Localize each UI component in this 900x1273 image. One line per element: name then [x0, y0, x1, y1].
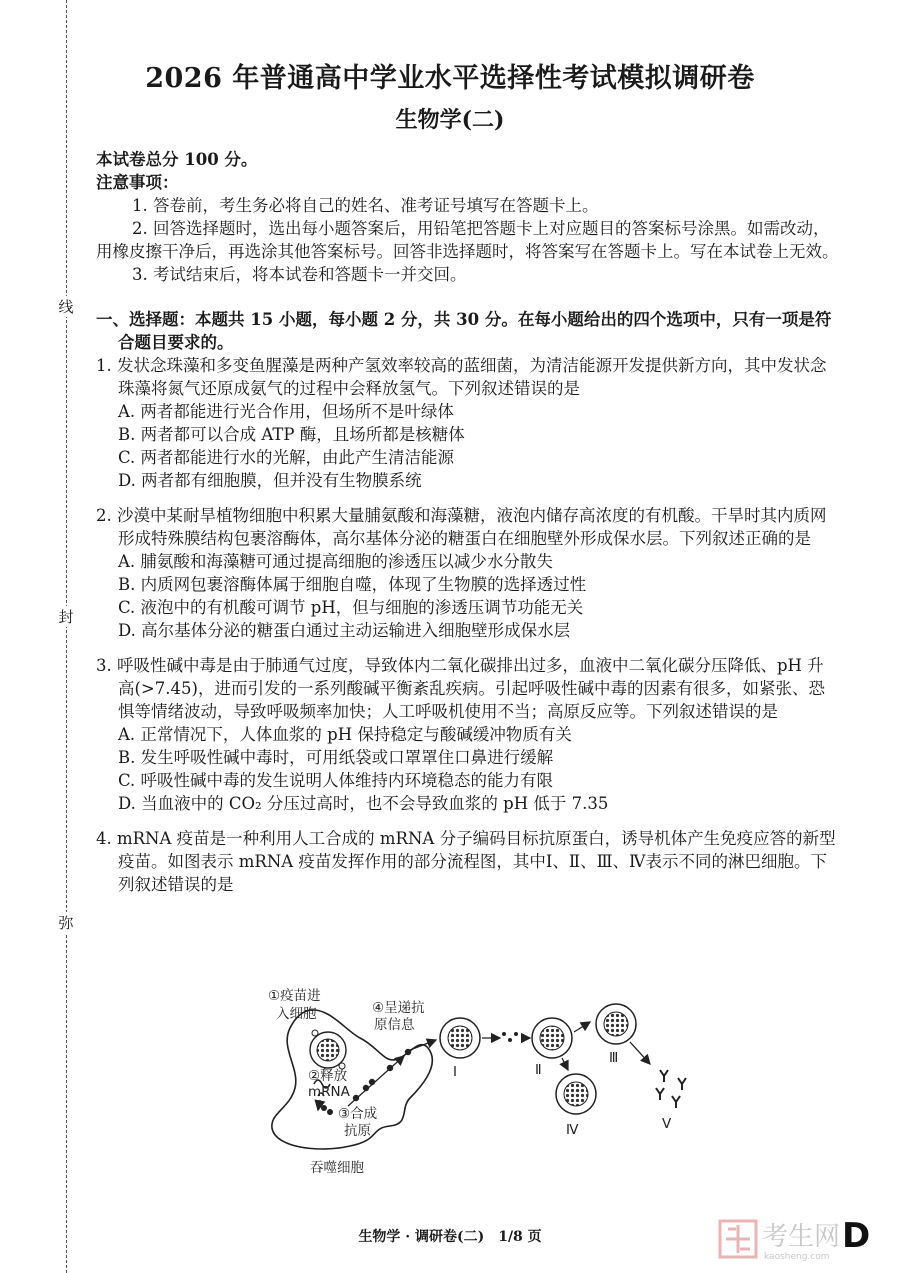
question-1	[96, 354, 840, 492]
option-c: C. 液泡中的有机酸可调节 pH，但与细胞的渗透压调节功能无关	[118, 598, 584, 617]
question-stem: 1. 发状念珠藻和多变鱼腥藻是两种产氢效率较高的蓝细菌，为清洁能源开发提供新方向，其中发状念珠藻将氮气还原成氨气的过程中会释放氢气。下列叙述错误的是	[96, 356, 827, 398]
binding-char-feng: 封	[56, 606, 76, 627]
svg-text:Ⅳ: Ⅳ	[566, 1122, 579, 1138]
svg-text:Ⅱ: Ⅱ	[535, 1062, 542, 1078]
option-a: A. 两者都能进行光合作用，但场所不是叶绿体	[118, 402, 454, 421]
question-2	[96, 504, 840, 642]
lymphocyte-IV	[556, 1074, 596, 1114]
total-score: 本试卷总分 100 分。	[96, 150, 258, 169]
kaosheng-logo-icon	[720, 1221, 756, 1257]
svg-text:③合成: ③合成	[338, 1106, 378, 1122]
option-d: D. 两者都有细胞膜，但并没有生物膜系统	[118, 471, 422, 490]
exam-title: 2026 年普通高中学业水平选择性考试模拟调研卷	[145, 63, 755, 94]
question-stem: 3. 呼吸性碱中毒是由于肺通气过度，导致体内二氧化碳排出过多，血液中二氧化碳分压降低、pH 升高(>7.45)，进而引发的一系列酸碱平衡紊乱疾病。引起呼吸性碱中毒的因素有很多，如紧张、恐惧等情绪波动，导致呼吸频率加快；人工呼吸机使用不当；高原反应等。下列叙述错误的是	[96, 656, 825, 721]
binding-char-xian: 线	[56, 296, 76, 317]
lymphocyte-II	[532, 1018, 572, 1058]
svg-text:mRNA: mRNA	[308, 1084, 350, 1100]
option-c: C. 两者都能进行水的光解，由此产生清洁能源	[118, 448, 455, 467]
note-item: 1. 答卷前，考生务必将自己的姓名、准考证号填写在答题卡上。	[132, 196, 599, 215]
option-b: B. 发生呼吸性碱中毒时，可用纸袋或口罩罩住口鼻进行缓解	[118, 748, 554, 767]
option-a: A. 正常情况下，人体血浆的 pH 保持稳定与酸碱缓冲物质有关	[118, 725, 572, 744]
svg-text:原信息: 原信息	[374, 1017, 415, 1033]
svg-text:入细胞: 入细胞	[276, 1006, 317, 1022]
question-3	[96, 654, 840, 815]
question-4	[96, 827, 840, 896]
svg-text:考生网: 考生网	[762, 1222, 841, 1252]
option-c: C. 呼吸性碱中毒的发生说明人体维持内环境稳态的能力有限	[118, 771, 554, 790]
svg-text:Ⅲ: Ⅲ	[609, 1050, 619, 1066]
option-b: B. 内质网包裹溶酶体属于细胞自噬，体现了生物膜的选择透过性	[118, 575, 587, 594]
lymphocyte-I	[440, 1018, 480, 1058]
svg-text:抗原: 抗原	[344, 1123, 371, 1139]
phagocyte-label: 吞噬细胞	[310, 1160, 364, 1176]
paper-version-letter: D	[842, 1216, 871, 1256]
exam-subtitle: 生物学(二)	[395, 107, 505, 133]
binding-dashed-line	[66, 0, 67, 1273]
svg-text:kaosheng.com: kaosheng.com	[764, 1252, 830, 1262]
antibody-group	[656, 1070, 686, 1108]
lymphocyte-III	[596, 1004, 636, 1044]
question-stem: 2. 沙漠中某耐旱植物细胞中积累大量脯氨酸和海藻糖，液泡内储存高浓度的有机酸。干旱时其内质网形成特殊膜结构包裹溶酶体，高尔基体分泌的糖蛋白在细胞壁外形成保水层。下列叙述正确的是	[96, 506, 827, 548]
option-b: B. 两者都可以合成 ATP 酶，且场所都是核糖体	[118, 425, 465, 444]
question-stem: 4. mRNA 疫苗是一种利用人工合成的 mRNA 分子编码目标抗原蛋白，诱导机体产生免疫应答的新型疫苗。如图表示 mRNA 疫苗发挥作用的部分流程图，其中Ⅰ、Ⅱ、Ⅲ、Ⅳ表示不同的淋巴细胞。下列叙述错误的是	[96, 829, 836, 894]
section-heading: 一、选择题：本题共 15 小题，每小题 2 分，共 30 分。在每小题给出的四个选项中，只有一项是符合题目要求的。	[96, 310, 832, 352]
svg-text:Ⅴ: Ⅴ	[662, 1116, 672, 1132]
option-d: D. 高尔基体分泌的糖蛋白通过主动运输进入细胞壁形成保水层	[118, 621, 571, 640]
svg-text:④呈递抗: ④呈递抗	[372, 1000, 425, 1016]
note-item: 2. 回答选择题时，选出每小题答案后，用铅笔把答题卡上对应题目的答案标号涂黑。如需改动，用橡皮擦干净后，再选涂其他答案标号。回答非选择题时，将答案写在答题卡上。写在本试卷上无效。	[96, 219, 839, 261]
notes-title: 注意事项：	[96, 173, 179, 192]
option-d: D. 当血液中的 CO₂ 分压过高时，也不会导致血浆的 pH 低于 7.35	[118, 794, 609, 813]
binding-char-mi: 弥	[56, 912, 76, 933]
svg-text:②释放: ②释放	[308, 1068, 348, 1084]
svg-text:①疫苗进: ①疫苗进	[268, 988, 321, 1004]
option-a: A. 脯氨酸和海藻糖可通过提高细胞的渗透压以减少水分散失	[118, 552, 553, 571]
mrna-vaccine-diagram	[260, 988, 700, 1178]
note-item: 3. 考试结束后，将本试卷和答题卡一并交回。	[132, 265, 467, 284]
page-footer: 生物学 · 调研卷(二) 1/8 页	[358, 1229, 542, 1245]
svg-text:Ⅰ: Ⅰ	[453, 1064, 457, 1080]
exam-content	[96, 148, 840, 896]
